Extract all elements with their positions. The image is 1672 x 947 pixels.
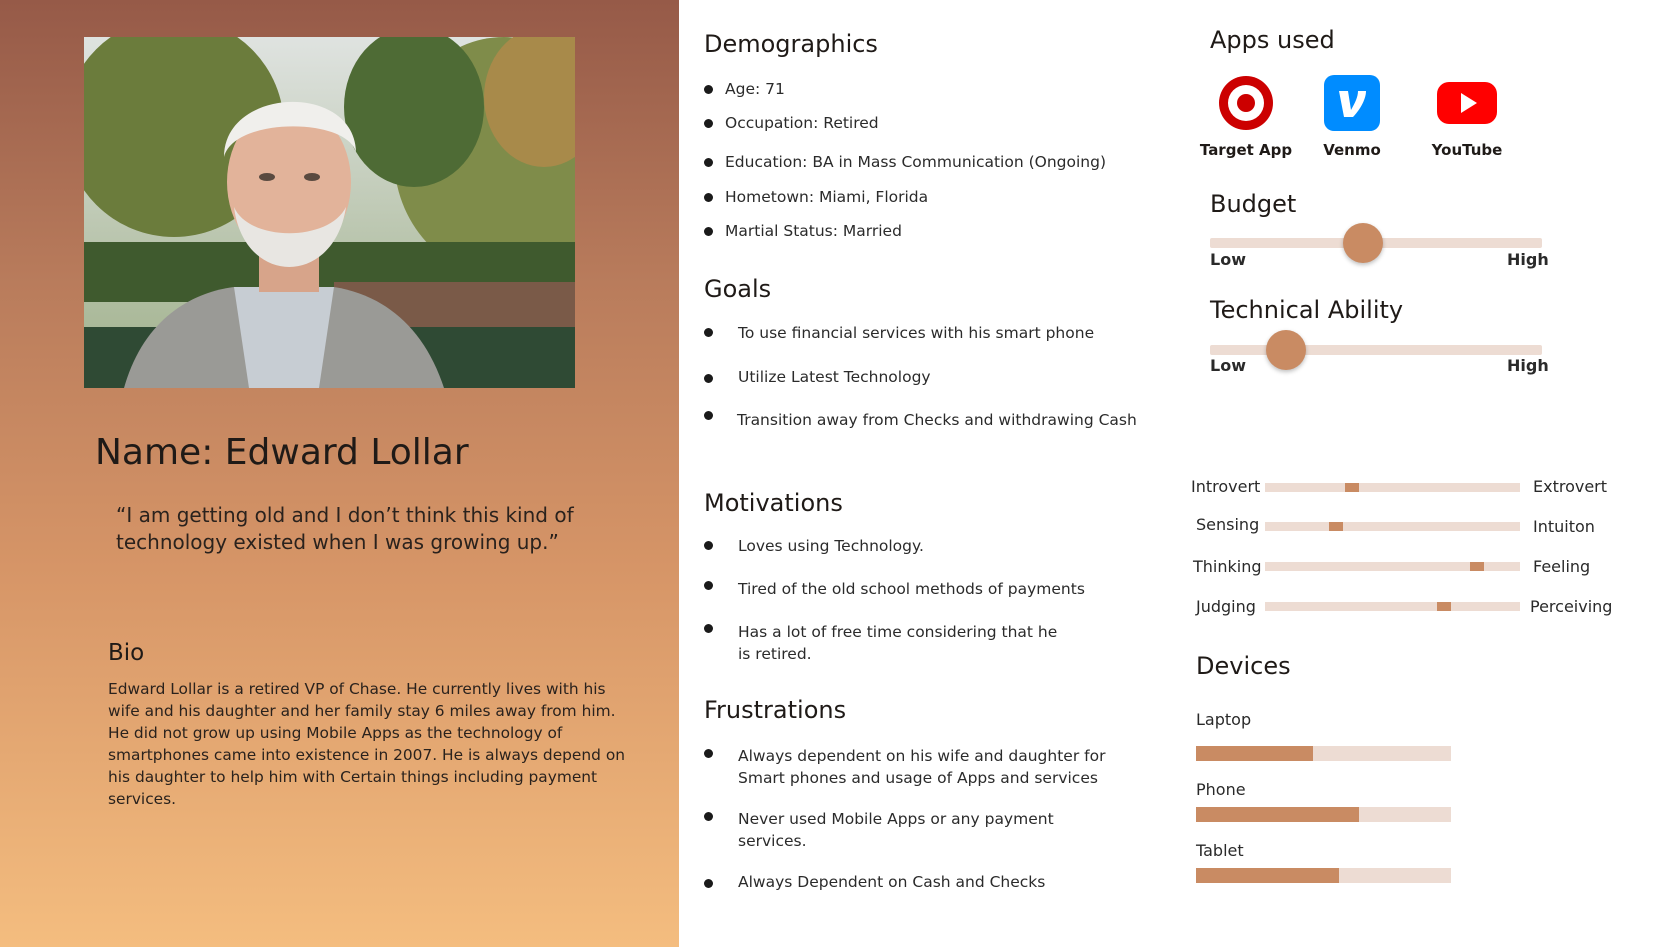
device-label-tablet: Tablet — [1196, 841, 1244, 860]
trait-right-label: Feeling — [1533, 557, 1591, 576]
technical-low-label: Low — [1210, 356, 1246, 375]
app-label: Target App — [1199, 141, 1293, 159]
apps-title: Apps used — [1210, 26, 1335, 54]
persona-panel — [0, 0, 679, 947]
demographics-title: Demographics — [704, 30, 878, 58]
venmo-logo-icon — [1324, 75, 1380, 131]
budget-high-label: High — [1507, 250, 1549, 269]
target-logo-icon — [1218, 75, 1274, 131]
trait-marker — [1470, 562, 1484, 571]
goals-title: Goals — [704, 275, 772, 303]
device-label-phone: Phone — [1196, 780, 1246, 799]
device-bar-phone — [1196, 807, 1451, 822]
devices-title: Devices — [1196, 652, 1291, 680]
bullet-icon — [704, 374, 713, 383]
bullet-icon — [704, 624, 713, 633]
device-bar-tablet — [1196, 868, 1451, 883]
bio-title: Bio — [108, 640, 145, 666]
bio-text: Edward Lollar is a retired VP of Chase. He currently lives with his wife and his daughter and her family stay 6 miles away from him. He did not grow up using Mobile Apps as the technology of smartphones came into existence in 2007. He is always depend on his daughter to help him with Certain things including payment services. — [108, 680, 625, 808]
bullet-icon — [704, 812, 713, 821]
device-fill — [1196, 868, 1339, 883]
trait-left-label: Judging — [1196, 597, 1256, 616]
bullet-icon — [704, 749, 713, 758]
trait-marker — [1345, 483, 1359, 492]
bullet-icon — [704, 119, 713, 128]
bullet-icon — [704, 85, 713, 94]
technical-slider-knob[interactable] — [1266, 330, 1306, 370]
device-fill — [1196, 746, 1313, 761]
technical-slider-track — [1210, 345, 1542, 355]
app-venmo — [1302, 75, 1402, 159]
bullet-icon — [704, 328, 713, 337]
bullet-icon — [704, 411, 713, 420]
trait-left-label: Introvert — [1191, 477, 1261, 496]
trait-marker — [1437, 602, 1451, 611]
trait-track — [1265, 562, 1520, 571]
trait-right-label: Intuiton — [1533, 517, 1595, 536]
bullet-icon — [704, 227, 713, 236]
trait-track — [1265, 483, 1520, 492]
app-target — [1196, 75, 1296, 159]
trait-marker — [1329, 522, 1343, 531]
budget-title: Budget — [1210, 190, 1297, 218]
app-youtube — [1417, 75, 1517, 159]
trait-left-label: Thinking — [1193, 557, 1262, 576]
bullet-icon — [704, 581, 713, 590]
trait-right-label: Extrovert — [1533, 477, 1608, 496]
budget-low-label: Low — [1210, 250, 1246, 269]
technical-high-label: High — [1507, 356, 1549, 375]
portrait-photo — [84, 37, 575, 388]
device-bar-laptop — [1196, 746, 1451, 761]
bullet-icon — [704, 541, 713, 550]
trait-left-label: Sensing — [1196, 515, 1260, 534]
bullet-icon — [704, 879, 713, 888]
budget-slider-knob[interactable] — [1343, 223, 1383, 263]
frustrations-title: Frustrations — [704, 696, 847, 724]
motivations-title: Motivations — [704, 489, 843, 517]
device-label-laptop: Laptop — [1196, 710, 1252, 729]
persona-quote: “I am getting old and I don’t think this kind of technology existed when I was growing up.” — [116, 503, 574, 554]
bullet-icon — [704, 158, 713, 167]
youtube-logo-icon — [1436, 75, 1498, 131]
app-label: YouTube — [1431, 141, 1503, 159]
trait-track — [1265, 522, 1520, 531]
device-fill — [1196, 807, 1359, 822]
app-label: Venmo — [1323, 141, 1381, 159]
trait-track — [1265, 602, 1520, 611]
persona-name: Name: Edward Lollar — [95, 432, 469, 473]
trait-right-label: Perceiving — [1530, 597, 1613, 616]
technical-ability-title: Technical Ability — [1210, 296, 1404, 324]
bullet-icon — [704, 193, 713, 202]
